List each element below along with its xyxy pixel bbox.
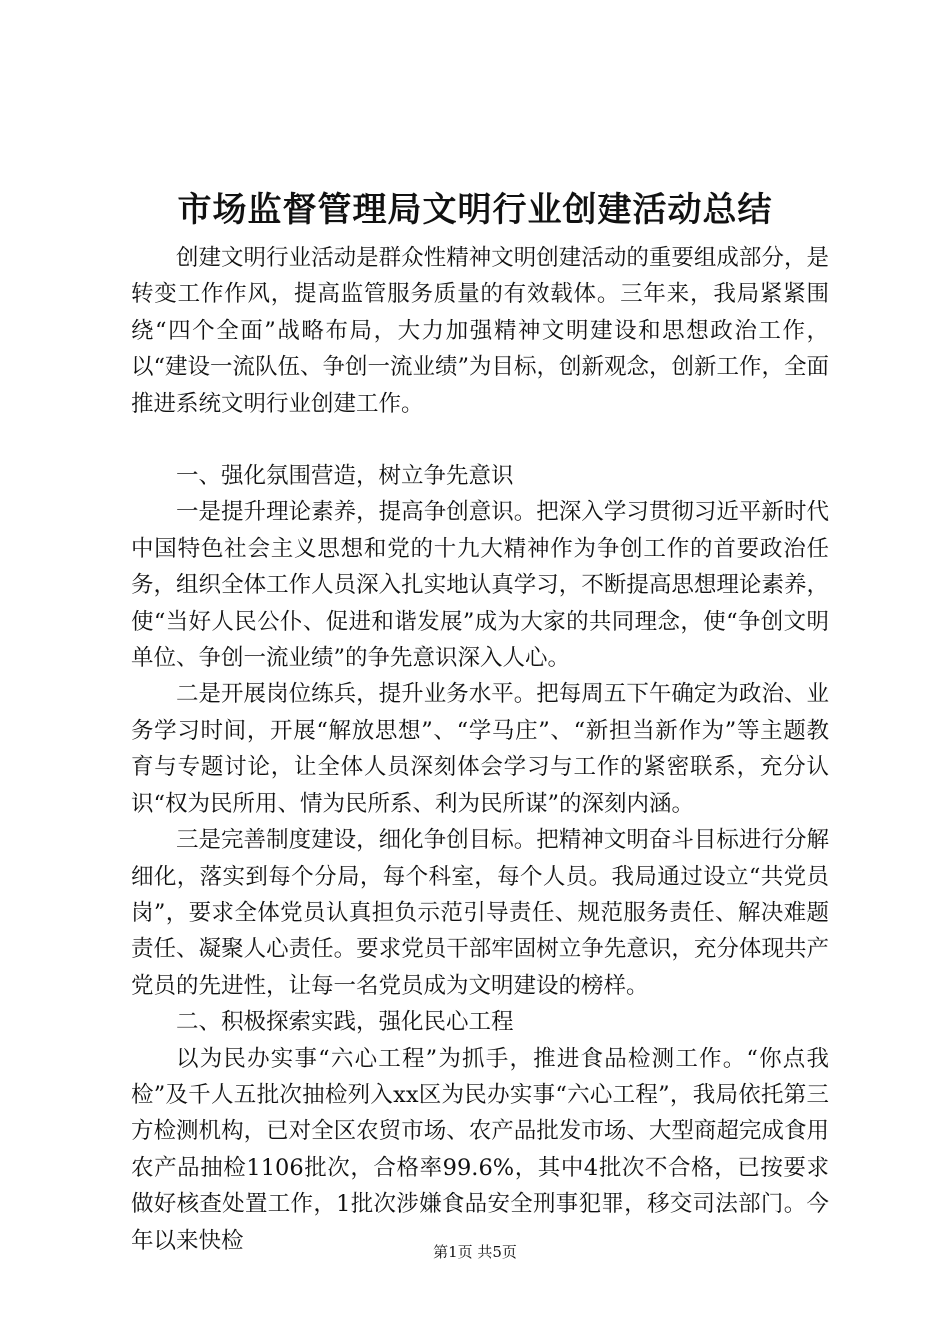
- document-body: [131, 240, 829, 1259]
- body-paragraph-4: 以为民办实事“六心工程”为抓手，推进食品检测工作。“你点我检”及千人五批次抽检列入xx区为民办实事“六心工程”，我局依托第三方检测机构，已对全区农贸市场、农产品批发市场、大型商超完成食用农产品抽检1106批次，合格率99.6%，其中4批次不合格，已按要求做好核查处置工作，1批次涉嫌食品安全刑事犯罪，移交司法部门。今年以来快检: [131, 1045, 829, 1254]
- section-heading-2: 二、积极探索实践，强化民心工程: [176, 1009, 514, 1036]
- document-title: 市场监督管理局文明行业创建活动总结: [177, 190, 773, 230]
- page-indicator: 第1页 共5页: [433, 1243, 517, 1261]
- body-paragraph-3: 三是完善制度建设，细化争创目标。把精神文明奋斗目标进行分解细化，落实到每个分局，每个科室，每个人员。我局通过设立“共党员岗”，要求全体党员认真担负示范引导责任、规范服务责任、解决难题责任、凝聚人心责任。要求党员干部牢固树立争先意识，充分体现共产党员的先进性，让每一名党员成为文明建设的榜样。: [131, 827, 829, 999]
- body-paragraph-2: 二是开展岗位练兵，提升业务水平。把每周五下午确定为政治、业务学习时间，开展“解放思想”、“学马庄”、“新担当新作为”等主题教育与专题讨论，让全体人员深刻体会学习与工作的紧密联系，充分认识“权为民所用、情为民所系、利为民所谋”的深刻内涵。: [131, 681, 829, 817]
- intro-paragraph: 创建文明行业活动是群众性精神文明创建活动的重要组成部分，是转变工作作风，提高监管服务质量的有效载体。三年来，我局紧紧围绕“四个全面”战略布局，大力加强精神文明建设和思想政治工作，以“建设一流队伍、争创一流业绩”为目标，创新观念，创新工作，全面推进系统文明行业创建工作。: [131, 245, 830, 417]
- section-heading-1: 一、强化氛围营造，树立争先意识: [176, 463, 514, 490]
- body-paragraph-1: 一是提升理论素养，提高争创意识。把深入学习贯彻习近平新时代中国特色社会主义思想和党的十九大精神作为争创工作的首要政治任务，组织全体工作人员深入扎实地认真学习，不断提高思想理论素养，使“当好人民公仆、促进和谐发展”成为大家的共同理念，使“争创文明单位、争创一流业绩”的争先意识深入人心。: [131, 499, 829, 672]
